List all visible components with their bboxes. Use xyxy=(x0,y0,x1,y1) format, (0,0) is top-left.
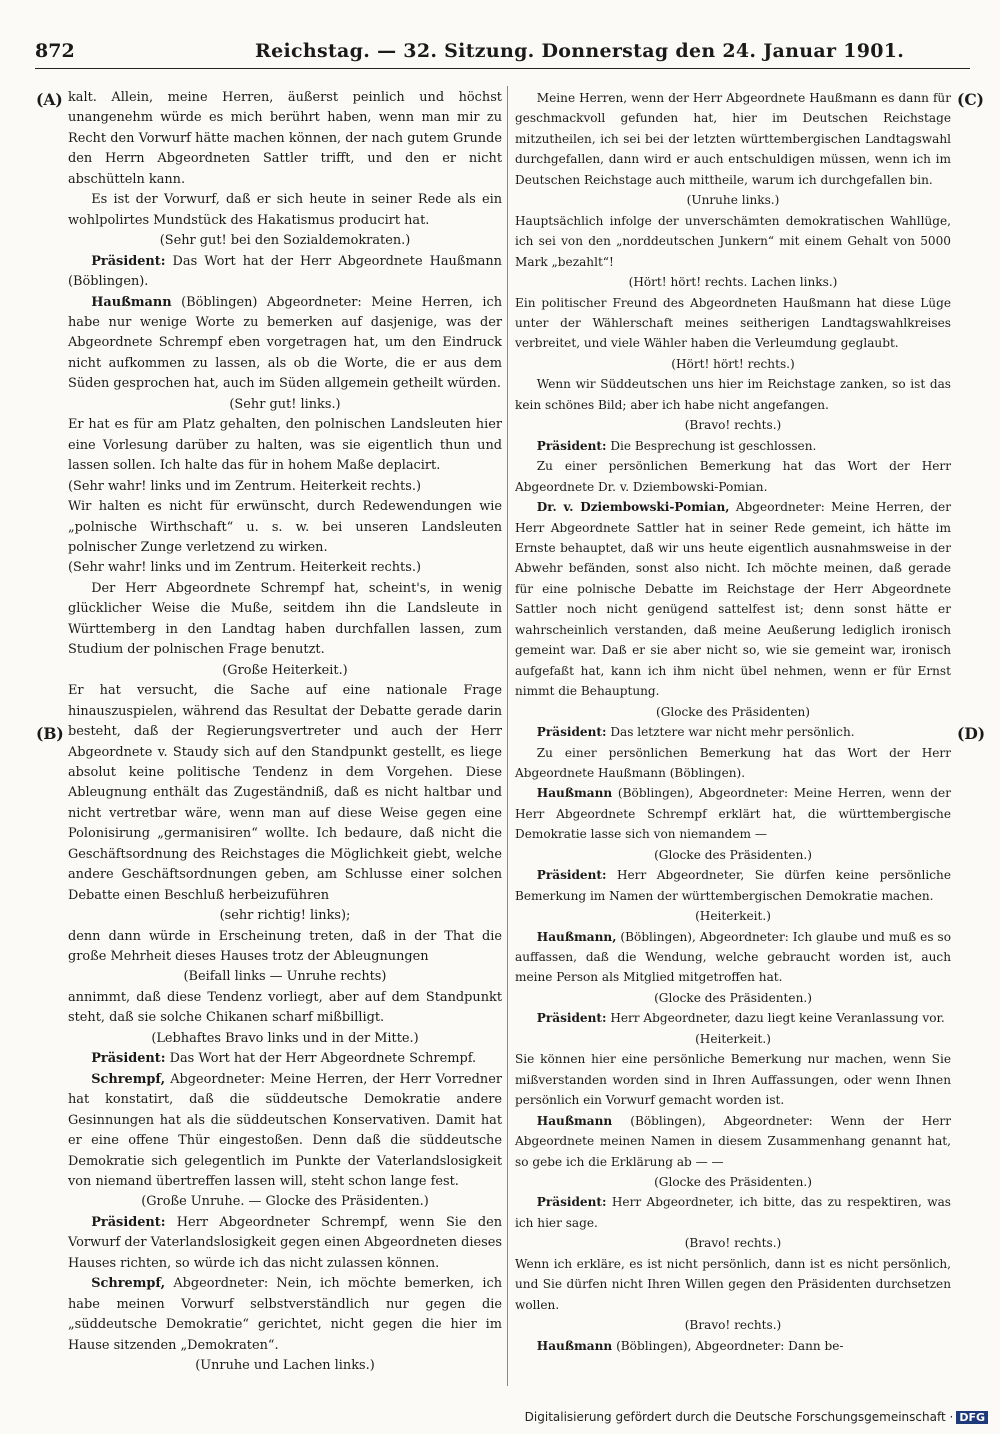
paragraph-text: (Böblingen), Abgeordneter: Ich glaube und muß es so auffassen, daß die Wendung, welche gebraucht worden ist, auch meine Person als Mitglied mitgetroffen hat. xyxy=(515,929,951,985)
paragraph xyxy=(515,456,951,497)
paragraph-text: (Unruhe links.) xyxy=(686,193,780,208)
paragraph-text: (Böblingen), Abgeordneter: Wenn der Herr Abgeordnete meinen Namen in diesem Zusammenhang genannt hat, so gebe ich die Erklärung ab — — xyxy=(515,1113,951,1169)
paragraph-text: (Böblingen), Abgeordneter: Meine Herren, wenn der Herr Abgeordnete Schrempf erklärt hat, die württembergische Demokratie lasse sich von niemandem — xyxy=(515,786,951,842)
footer-credit xyxy=(525,1410,988,1424)
paragraph-text: Der Herr Abgeordnete Schrempf hat, scheint's, in wenig glücklicher Weise die Muße, seitdem ihn die Landsleute in Württemberg in den Landtag haben durchfallen lassen, zum Studium der polnischen Frage benutzt. xyxy=(68,580,502,658)
paragraph-text: (Sehr wahr! links und im Zentrum. Heiterkeit rechts.) xyxy=(68,478,421,494)
paragraph-text: (Glocke des Präsidenten.) xyxy=(654,990,812,1005)
paragraph-text: (Glocke des Präsidenten.) xyxy=(654,1175,812,1190)
paragraph-text: (sehr richtig! links); xyxy=(219,908,351,924)
interjection xyxy=(68,1356,502,1376)
interjection xyxy=(515,1233,951,1253)
paragraph-text: Sie können hier eine persönliche Bemerkung nur machen, wenn Sie mißverstanden worden sind in Ihren Auffassungen, oder wenn Ihnen persönlich ein Vorwurf gemacht worden ist. xyxy=(515,1052,951,1108)
paragraph xyxy=(68,927,502,968)
column-divider xyxy=(507,86,508,1386)
paragraph-text: (Große Heiterkeit.) xyxy=(222,662,348,678)
speaker-name: Haußmann xyxy=(536,1113,613,1128)
paragraph xyxy=(68,497,502,558)
speaker-name: Präsident: xyxy=(536,868,607,883)
interjection xyxy=(515,906,951,926)
paragraph xyxy=(515,374,951,415)
paragraph-text: (Große Unruhe. — Glocke des Präsidenten.) xyxy=(141,1194,429,1210)
paragraph-text: (Sehr gut! bei den Sozialdemokraten.) xyxy=(159,233,411,249)
paragraph xyxy=(68,681,502,906)
paragraph-text: (Bravo! rechts.) xyxy=(684,1236,782,1251)
interjection xyxy=(515,1315,951,1335)
paragraph xyxy=(515,211,951,272)
speaker-name: Haußmann xyxy=(536,786,613,801)
paragraph xyxy=(515,1254,951,1315)
paragraph-text: (Böblingen) Abgeordneter: Meine Herren, ich habe nur wenige Worte zu bemerken auf dasjenige, was der Abgeordnete Schrempf eben vorgetragen hat, um den Eindruck nicht aufkommen zu lassen, als ob die Worte, die er aus dem Süden gesprochen hat, auch im Süden allgemein getheilt würden. xyxy=(68,294,502,392)
interjection xyxy=(68,231,502,251)
interjection xyxy=(68,661,502,681)
footer-text: Digitalisierung gefördert durch die Deutsche Forschungsgemeinschaft · xyxy=(524,1410,954,1424)
paragraph-text: (Glocke des Präsidenten.) xyxy=(654,847,812,862)
speaker-name: Schrempf, xyxy=(91,1071,166,1087)
paragraph-text: (Sehr gut! links.) xyxy=(229,396,341,412)
paragraph xyxy=(68,1213,502,1274)
paragraph xyxy=(515,436,951,456)
dfg-logo: DFG xyxy=(956,1411,988,1424)
paragraph-text: (Hört! hört! rechts.) xyxy=(671,356,795,371)
paragraph-text: Das letztere war nicht mehr persönlich. xyxy=(606,725,855,740)
paragraph-text: Herr Abgeordneter Schrempf, wenn Sie den Vorwurf der Vaterlandslosigkeit gegen einen Abgeordneten dieses Hauses richten, so würde ich das nicht zulassen können. xyxy=(68,1214,502,1271)
interjection xyxy=(68,1029,502,1049)
interjection xyxy=(68,395,502,415)
paragraph xyxy=(515,1336,951,1356)
paragraph-text: Herr Abgeordneter, ich bitte, das zu respektiren, was ich hier sage. xyxy=(515,1195,951,1230)
paragraph-text: Herr Abgeordneter, Sie dürfen keine persönliche Bemerkung im Namen der württembergischen Demokratie machen. xyxy=(515,868,951,903)
speaker-name: Präsident: xyxy=(536,1195,607,1210)
margin-marker-b: (B) xyxy=(36,724,64,743)
interjection xyxy=(68,1192,502,1212)
paragraph-text: Hauptsächlich infolge der unverschämten demokratischen Wahllüge, ich sei von den „norddeutschen Junkern“ mit einem Gehalt von 5000 Mark „bezahlt“! xyxy=(515,213,951,269)
interjection xyxy=(515,1029,951,1049)
interjection xyxy=(68,967,502,987)
paragraph-text: denn dann würde in Erscheinung treten, daß in der That die große Mehrheit dieses Hauses trotz der Ableugnungen xyxy=(68,928,502,965)
paragraph-text: Das Wort hat der Herr Abgeordnete Schrempf. xyxy=(165,1051,477,1067)
paragraph xyxy=(68,1049,502,1069)
paragraph-text: Meine Herren, wenn der Herr Abgeordnete Haußmann es dann für geschmackvoll gefunden hat, hier im Deutschen Reichstage mitzutheilen, ich sei bei der letzten württembergischen Landtagswahl durchgefallen, dann wird er auch entschuldigen müssen, wenn ich im Deutschen Reichstage auch mittheile, warum ich durchgefallen bin. xyxy=(515,91,951,187)
paragraph-text: Ein politischer Freund des Abgeordneten Haußmann hat diese Lüge unter der Wählerschaft meines seitherigen Landtagswahlkreises verbreitet, und viele Wähler haben die Verleumdung geglaubt. xyxy=(515,295,951,351)
paragraph-text: (Heiterkeit.) xyxy=(695,1031,771,1046)
paragraph xyxy=(515,722,951,742)
speaker-name: Haußmann xyxy=(536,1338,613,1353)
left-column xyxy=(68,88,502,1377)
interjection xyxy=(515,354,951,374)
paragraph xyxy=(68,558,502,578)
paragraph-text: (Hört! hört! rechts. Lachen links.) xyxy=(628,275,838,290)
paragraph xyxy=(515,497,951,702)
paragraph xyxy=(68,1070,502,1193)
paragraph xyxy=(68,88,502,190)
paragraph-text: kalt. Allein, meine Herren, äußerst peinlich und höchst unangenehm würde es mich berührt haben, wenn man mir zu Recht den Vorwurf hätte machen können, der nach gutem Grunde den Herrn Abgeordneten Sattler trifft, und den er nicht abschütteln kann. xyxy=(68,90,502,187)
paragraph xyxy=(68,190,502,231)
paragraph xyxy=(515,927,951,988)
paragraph-text: (Bravo! rechts.) xyxy=(684,1318,782,1333)
paragraph-text: (Heiterkeit.) xyxy=(695,909,771,924)
margin-marker-a: (A) xyxy=(36,90,63,109)
paragraph xyxy=(68,293,502,395)
paragraph-text: (Böblingen), Abgeordneter: Dann be- xyxy=(612,1338,844,1353)
margin-marker-d: (D) xyxy=(957,724,986,743)
paragraph xyxy=(515,865,951,906)
paragraph-text: Er hat versucht, die Sache auf eine nationale Frage hinauszuspielen, während das Resultat der Debatte gerade darin besteht, daß der Regierungsvertreter und auch der Herr Abgeordnete v. Staudy sich auf den Standpunkt gestellt, es liege absolut keine politische Tendenz in dem Vorgehen. Diese Ableugnung enthält das Zugeständniß, daß es nicht haltbar und nicht vertretbar wäre, wenn man auf diese Weise gegen eine Polonisirung „germanisiren“ wollte. Ich bedaure, daß nicht die Geschäftsordnung des Reichstages die Möglichkeit giebt, welche andere Geschäftsordnungen geben, am Schlusse einer solchen Debatte einen Beschluß herbeizuführen xyxy=(68,683,502,903)
speaker-name: Präsident: xyxy=(536,725,607,740)
paragraph-text: Abgeordneter: Meine Herren, der Herr Abgeordnete Sattler hat in seiner Rede gemeint, ich hätte im Ernste behauptet, daß wir uns heute eigentlich ausnahmsweise in der Abwehr befänden, sonst also nicht. Ich möchte meinen, daß gerade für eine polnische Debatte im Reichstage der Herr Abgeordnete Sattler noch nicht genügend sattelfest ist; denn sonst hätte er wahrscheinlich verstanden, daß meine Aeußerung lediglich ironisch gemeint war. Daß er sie aber nicht so, wie sie gemeint war, ironisch aufgefaßt hat, kann ich ihm nicht übel nehmen, wenn er für Ernst nimmt die Behauptung. xyxy=(515,500,951,699)
speaker-name: Präsident: xyxy=(536,1011,607,1026)
paragraph xyxy=(515,783,951,844)
interjection xyxy=(515,190,951,210)
paragraph xyxy=(68,988,502,1029)
speaker-name: Präsident: xyxy=(91,253,166,269)
paragraph-text: Zu einer persönlichen Bemerkung hat das Wort der Herr Abgeordnete Haußmann (Böblingen). xyxy=(515,745,951,780)
paragraph-text: Er hat es für am Platz gehalten, den polnischen Landsleuten hier eine Vorlesung darüber zu halten, was sie eigentlich thun und lassen sollen. Ich halte das für in hohem Maße deplacirt. xyxy=(68,417,502,474)
speaker-name: Schrempf, xyxy=(91,1276,166,1292)
paragraph xyxy=(68,1274,502,1356)
speaker-name: Präsident: xyxy=(91,1051,166,1067)
margin-marker-c: (C) xyxy=(957,90,985,109)
page-number: 872 xyxy=(35,40,75,62)
paragraph xyxy=(68,252,502,293)
paragraph xyxy=(515,1192,951,1233)
paragraph-text: Abgeordneter: Meine Herren, der Herr Vorredner hat konstatirt, daß die süddeutsche Demokratie andere Gesinnungen hat als die süddeutschen Konservativen. Damit hat er eine offene Thür eingestoßen. Denn daß die süddeutsche Demokratie sich gelegentlich im Punkte der Vaterlandslosigkeit von niemand übertreffen lassen will, steht schon lange fest. xyxy=(68,1071,502,1190)
interjection xyxy=(515,702,951,722)
paragraph-text: Es ist der Vorwurf, daß er sich heute in seiner Rede als ein wohlpolirtes Mundstück des Hakatismus producirt hat. xyxy=(68,192,502,228)
paragraph-text: (Glocke des Präsidenten) xyxy=(656,704,810,719)
page-header xyxy=(35,40,970,69)
paragraph-text: Zu einer persönlichen Bemerkung hat das Wort der Herr Abgeordnete Dr. v. Dziembowski-Pomian. xyxy=(515,459,951,494)
paragraph-text: Das Wort hat der Herr Abgeordnete Haußmann (Böblingen). xyxy=(68,253,502,290)
interjection xyxy=(515,988,951,1008)
paragraph xyxy=(515,1111,951,1172)
interjection xyxy=(515,415,951,435)
paragraph-text: Wenn wir Süddeutschen uns hier im Reichstage zanken, so ist das kein schönes Bild; aber ich habe nicht angefangen. xyxy=(515,377,951,412)
speaker-name: Dr. v. Dziembowski-Pomian, xyxy=(536,500,730,515)
paragraph-text: (Lebhaftes Bravo links und in der Mitte.) xyxy=(151,1030,419,1046)
paragraph-text: Wenn ich erkläre, es ist nicht persönlich, dann ist es nicht persönlich, und Sie dürfen nicht Ihren Willen gegen den Präsidenten durchsetzen wollen. xyxy=(515,1256,951,1312)
paragraph xyxy=(68,415,502,476)
paragraph-text: Abgeordneter: Nein, ich möchte bemerken, ich habe meinen Vorwurf selbstverständlich nur gegen die „süddeutsche Demokratie“ gerichtet, nicht gegen die hier im Hause sitzenden „Demokraten“. xyxy=(68,1276,502,1353)
paragraph xyxy=(515,88,951,190)
speaker-name: Haußmann xyxy=(91,294,172,310)
paragraph-text: Wir halten es nicht für erwünscht, durch Redewendungen wie „polnische Wirthschaft“ u. s. w. bei unseren Landsleuten polnischer Zunge verletzend zu wirken. xyxy=(68,499,502,555)
paragraph xyxy=(515,1049,951,1110)
paragraph xyxy=(515,743,951,784)
running-title: Reichstag. — 32. Sitzung. Donnerstag den 24. Januar 1901. xyxy=(255,40,905,62)
speaker-name: Präsident: xyxy=(536,438,607,453)
interjection xyxy=(515,1172,951,1192)
speaker-name: Haußmann, xyxy=(536,929,617,944)
paragraph xyxy=(68,579,502,661)
paragraph-text: Herr Abgeordneter, dazu liegt keine Veranlassung vor. xyxy=(606,1011,945,1026)
paragraph-text: Die Besprechung ist geschlossen. xyxy=(606,438,817,453)
interjection xyxy=(515,272,951,292)
paragraph-text: (Sehr wahr! links und im Zentrum. Heiterkeit rechts.) xyxy=(68,560,421,576)
speaker-name: Präsident: xyxy=(91,1214,166,1230)
paragraph xyxy=(68,477,502,497)
interjection xyxy=(68,906,502,926)
paragraph xyxy=(515,1008,951,1028)
right-column xyxy=(515,88,951,1356)
interjection xyxy=(515,845,951,865)
paragraph-text: (Bravo! rechts.) xyxy=(684,418,782,433)
paragraph-text: (Beifall links — Unruhe rechts) xyxy=(183,969,387,985)
paragraph xyxy=(515,293,951,354)
paragraph-text: (Unruhe und Lachen links.) xyxy=(195,1358,375,1374)
paragraph-text: annimmt, daß diese Tendenz vorliegt, aber auf dem Standpunkt steht, daß sie solche Chikanen scharf mißbilligt. xyxy=(68,989,502,1026)
